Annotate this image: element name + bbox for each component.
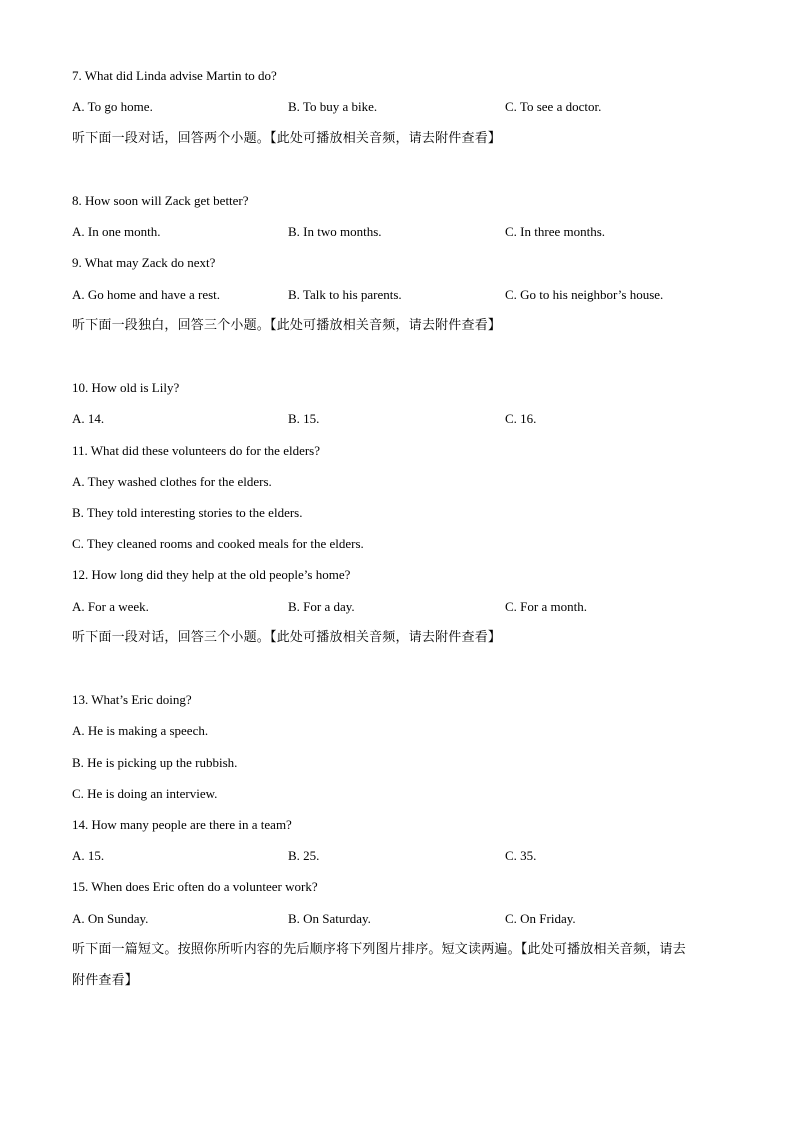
question-7: 7. What did Linda advise Martin to do? bbox=[72, 68, 277, 83]
question-9: 9. What may Zack do next? bbox=[72, 255, 216, 270]
q15-option-c: C. On Friday. bbox=[505, 911, 576, 926]
q12-option-b: B. For a day. bbox=[288, 599, 355, 614]
question-15: 15. When does Eric often do a volunteer work? bbox=[72, 879, 318, 894]
question-8: 8. How soon will Zack get better? bbox=[72, 193, 249, 208]
q9-option-a: A. Go home and have a rest. bbox=[72, 287, 221, 302]
listening-instruction-3: 听下面一段对话，回答三个小题。【此处可播放相关音频，请去附件查看】 bbox=[72, 630, 502, 645]
q7-option-b: B. To buy a bike. bbox=[288, 99, 378, 114]
q11-option-a: A. They washed clothes for the elders. bbox=[72, 474, 272, 489]
q14-option-a: A. 15. bbox=[72, 848, 105, 863]
q8-option-b: B. In two months. bbox=[288, 224, 382, 239]
q13-option-c: C. He is doing an interview. bbox=[72, 786, 218, 801]
q13-option-a: A. He is making a speech. bbox=[72, 723, 209, 738]
question-11: 11. What did these volunteers do for the elders? bbox=[72, 443, 321, 458]
q15-option-b: B. On Saturday. bbox=[288, 911, 371, 926]
q7-option-c: C. To see a doctor. bbox=[505, 99, 602, 114]
q15-option-a: A. On Sunday. bbox=[72, 911, 149, 926]
q12-option-a: A. For a week. bbox=[72, 599, 149, 614]
q10-option-c: C. 16. bbox=[505, 411, 537, 426]
q14-option-b: B. 25. bbox=[288, 848, 320, 863]
q8-option-c: C. In three months. bbox=[505, 224, 606, 239]
q11-option-b: B. They told interesting stories to the elders. bbox=[72, 505, 303, 520]
question-14: 14. How many people are there in a team? bbox=[72, 817, 292, 832]
q11-option-c: C. They cleaned rooms and cooked meals for the elders. bbox=[72, 536, 364, 551]
question-12: 12. How long did they help at the old people’s home? bbox=[72, 567, 351, 582]
listening-instruction-4-line-2: 附件查看】 bbox=[72, 973, 139, 988]
question-10: 10. How old is Lily? bbox=[72, 380, 180, 395]
listening-instruction-4-line-1: 听下面一篇短文。按照你所听内容的先后顺序将下列图片排序。短文读两遍。【此处可播放相关音频，请去 bbox=[72, 942, 686, 957]
q10-option-b: B. 15. bbox=[288, 411, 320, 426]
q8-option-a: A. In one month. bbox=[72, 224, 161, 239]
listening-instruction-1: 听下面一段对话，回答两个小题。【此处可播放相关音频，请去附件查看】 bbox=[72, 131, 502, 146]
question-13: 13. What’s Eric doing? bbox=[72, 692, 192, 707]
q9-option-c: C. Go to his neighbor’s house. bbox=[505, 287, 664, 302]
q7-option-a: A. To go home. bbox=[72, 99, 153, 114]
q13-option-b: B. He is picking up the rubbish. bbox=[72, 755, 238, 770]
q10-option-a: A. 14. bbox=[72, 411, 105, 426]
q12-option-c: C. For a month. bbox=[505, 599, 587, 614]
listening-instruction-2: 听下面一段独白，回答三个小题。【此处可播放相关音频，请去附件查看】 bbox=[72, 318, 502, 333]
q9-option-b: B. Talk to his parents. bbox=[288, 287, 402, 302]
q14-option-c: C. 35. bbox=[505, 848, 537, 863]
